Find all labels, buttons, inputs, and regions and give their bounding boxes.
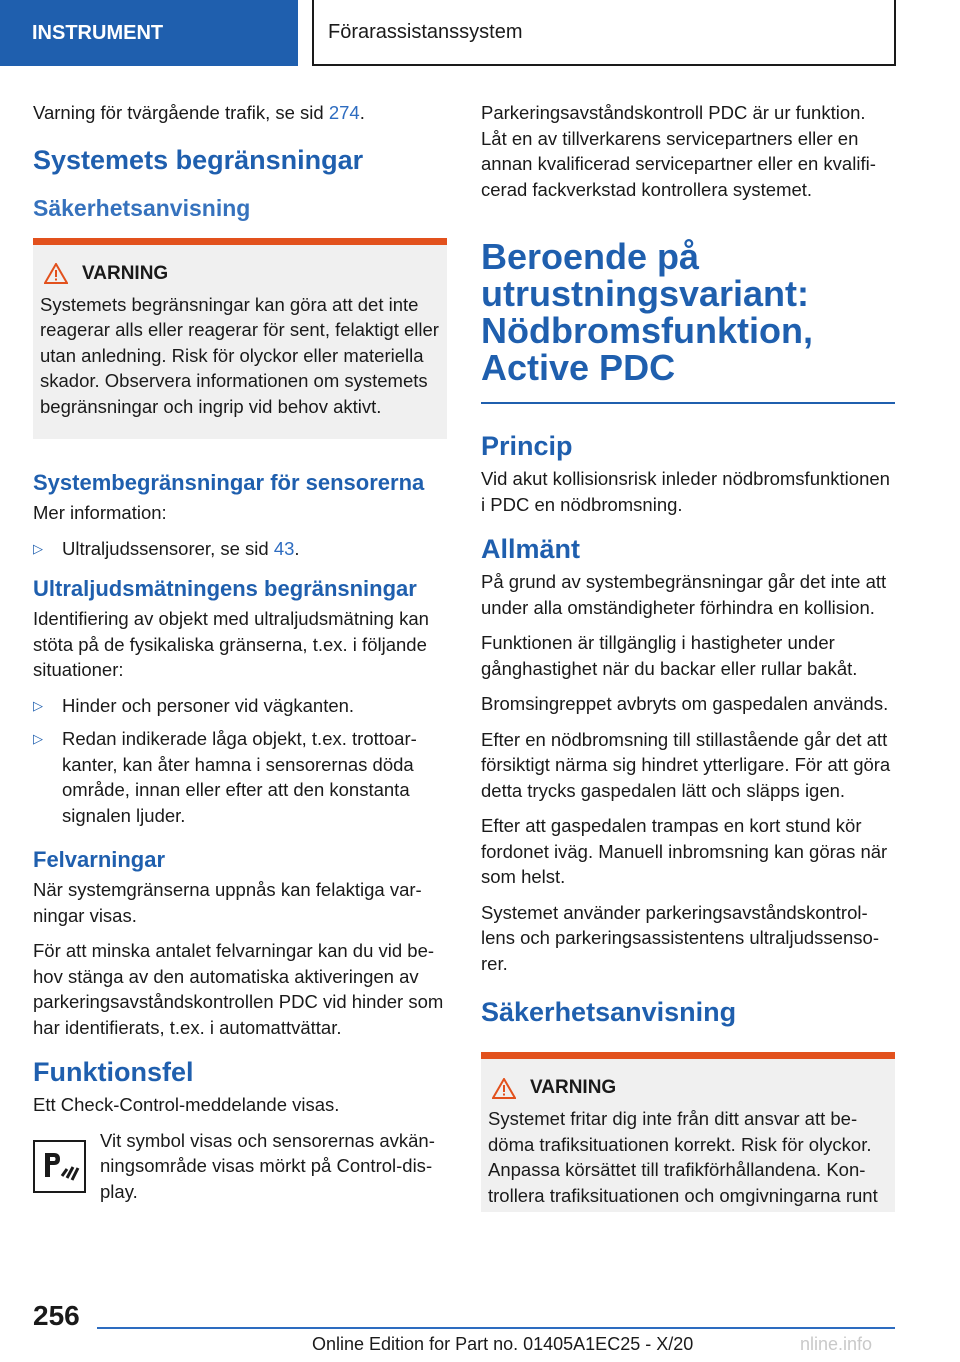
warning-box [33,238,447,440]
heading-malfunction: Funktionsfel [33,1057,194,1087]
chapter-tab [0,0,298,66]
heading-sensor-limits: Systembegränsningar för sensorerna [33,470,425,495]
warning-box-2 [481,1052,895,1212]
section-header [312,0,896,66]
pdc-symbol-icon [33,1140,86,1193]
list-item [33,726,447,828]
warning-title-2: VARNING [530,1077,617,1098]
list-item-text: Hinder och personer vid vägkanten. [62,694,355,716]
general-p2: Funktionen är tillgänglig i hastigheter under gånghastighet när du backar eller rullar bakåt. [481,632,858,679]
malfunction-icon-text: Vit symbol visas och sensorernas avkänningsområde visas mörkt på Control-display. [100,1129,435,1202]
heading-emergency-brake: Beroende på utrustningsvariant: Nödbromsfunktion, Active PDC [481,236,813,388]
heading-system-limits: Systemets begränsningar [33,144,364,175]
ultrasound-list [33,693,447,829]
intro-text: Varning för tvärgående trafik, se sid [33,102,329,123]
triangle-bullet-icon: ▷ [33,731,43,746]
heading-principle: Princip [481,431,573,461]
warning-triangle-icon [492,1078,516,1099]
intro-end: . [359,102,365,123]
malfunction-icon-row [33,1128,447,1215]
warning-header-2 [488,1077,887,1099]
triangle-bullet-icon: ▷ [33,540,43,556]
triangle-bullet-icon: ▷ [33,697,43,713]
section-label: Förarassistanssystem [328,20,523,43]
page-link-274[interactable]: 274 [328,102,360,123]
pdc-malfunction-text: Parkeringsavståndskontroll PDC är ur funktion. Låt en av tillverkarens servicepartners eller en annan kvalificerad servicepartner eller en kvalificerad fackverkstad kontrollera systemet. [481,102,876,200]
heading-safety-note-2: Säkerhetsanvisning [481,997,737,1027]
warning-header [40,263,439,285]
malfunction-p1: Ett Check-Control-meddelande visas. [33,1094,340,1115]
right-column [481,100,895,1230]
warning-text-2: Systemet fritar dig inte från ditt ansvar att bedöma trafiksituationen korrekt. Risk för olyckor. Anpassa körsättet till trafikförhållandena. Kontrollera trafiksituationen och omgivningarna runt [488,1108,878,1206]
heading-ultrasound-limits: Ultraljudsmätningens begränsningar [33,576,417,601]
intro-paragraph [33,100,447,126]
principle-text: Vid akut kollisionsrisk inleder nödbromsfunktionen i PDC en nödbromsning. [481,468,890,515]
false-warnings-p1: När systemgränserna uppnås kan felaktiga varningar visas. [33,879,422,926]
heading-false-warnings: Felvarningar [33,847,166,872]
general-p5: Efter att gaspedalen trampas en kort stund kör fordonet iväg. Manuell inbromsning kan göras när som helst. [481,815,888,887]
edition-text: Online Edition for Part no. 01405A1EC25 - X/20 [312,1334,694,1354]
list-item-text: Ultraljudssensorer, se sid [62,537,274,559]
general-p3: Bromsingreppet avbryts om gaspedalen används. [481,693,889,714]
heading-divider [481,402,895,404]
more-info-text: Mer information: [33,502,167,523]
general-p6: Systemet använder parkeringsavståndskontrollens och parkeringsassistentens ultraljudssensorer. [481,901,879,974]
heading-safety-note: Säkerhetsanvisning [33,194,251,221]
false-warnings-p2: För att minska antalet felvarningar kan du vid behov stänga av den automatiska aktiveringen av parkeringsavståndskontrollen PDC vid hinder som har identifierats, t.ex. i automattvättar. [33,940,444,1038]
left-column [33,100,447,1214]
heading-general: Allmänt [481,534,581,564]
warning-title: VARNING [82,262,169,284]
warning-triangle-icon [44,263,68,284]
warning-text: Systemets begränsningar kan göra att det inte reagerar alls eller reagerar för sent, felaktigt eller utan anledning. Risk för olyckor eller materiella skador. Observera informationen om systemets begränsningar och ingrip vid behov aktivt. [40,293,439,417]
sensor-list [33,536,447,562]
footer-rule [97,1327,895,1329]
watermark-text: nline.info [800,1334,873,1354]
list-item-end: . [294,537,300,559]
general-p1: På grund av systembegränsningar går det inte att under alla omständigheter förhindra en kollision. [481,571,887,618]
chapter-label: INSTRUMENT [32,21,164,44]
ultrasound-text: Identifiering av objekt med ultraljudsmätning kan stöta på de fysikaliska gränserna, t.ex. i följande situationer: [33,608,429,680]
page-link-43[interactable]: 43 [273,537,295,559]
list-item [33,693,447,719]
list-item [33,536,447,562]
list-item-text: Redan indikerade låga objekt, t.ex. trottoarkanter, kan åter hamna i sensorernas döda område, innan eller efter att den konstanta signalen ljuder. [62,728,417,826]
general-p4: Efter en nödbromsning till stillastående går det att försiktigt närma sig hindret ytterligare. För att göra detta trycks gaspedalen lätt och släpps igen. [481,728,891,801]
page-number: 256 [33,1300,80,1331]
